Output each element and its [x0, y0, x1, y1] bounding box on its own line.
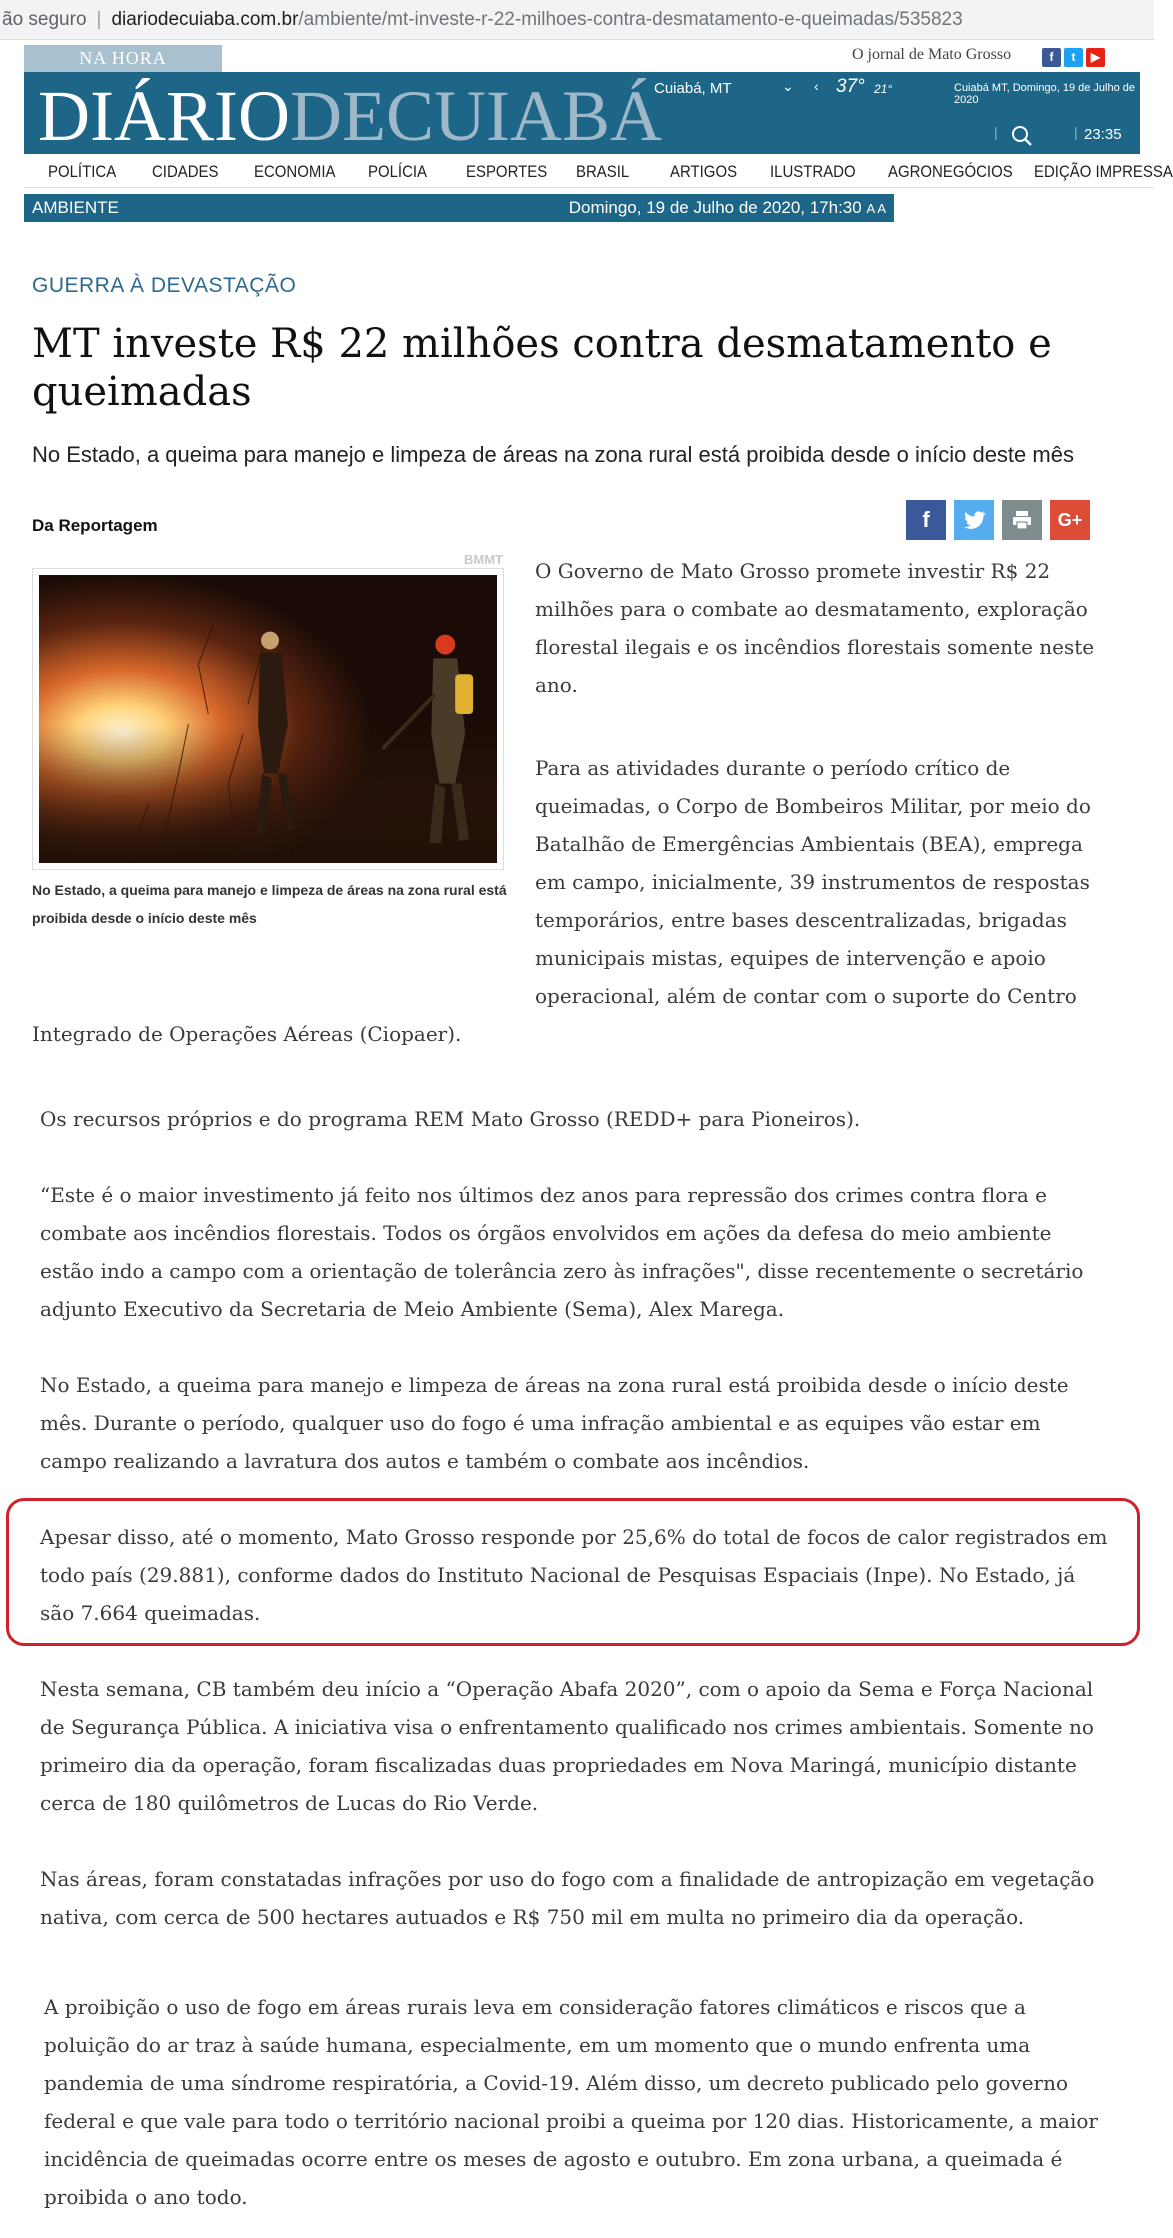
- nav-item-edicao-impressa[interactable]: EDIÇÃO IMPRESSA: [1034, 162, 1173, 181]
- photo-caption: No Estado, a queima para manejo e limpeza de áreas na zona rural está proibida desde o início deste mês: [32, 882, 507, 926]
- article-paragraph-line: adjunto Executivo da Secretaria de Meio Ambiente (Sema), Alex Marega.: [40, 1297, 785, 1321]
- article-paragraph-line: Os recursos próprios e do programa REM Mato Grosso (REDD+ para Pioneiros).: [40, 1107, 861, 1131]
- article-paragraph-line: poluição do ar traz à saúde humana, especialmente, em um momento que o mundo enfrenta uma: [44, 2033, 1031, 2057]
- article-paragraph-line: federal e que vale para todo o território nacional proibi a queima por 120 dias. Historicamente, a maior: [44, 2109, 1098, 2133]
- firefighters-photo: [39, 575, 497, 863]
- article-paragraph-line: A proibição o uso de fogo em áreas rurais leva em consideração fatores climáticos e riscos que a: [44, 1995, 1026, 2019]
- font-size-controls[interactable]: A A: [866, 201, 886, 216]
- nav-item-artigos[interactable]: ARTIGOS: [670, 162, 738, 181]
- header-date: Cuiabá MT, Domingo, 19 de Julho de 2020: [954, 82, 1135, 106]
- article-title: MT investe R$ 22 milhões contra desmatamento e queimadas: [32, 321, 1052, 415]
- article-paragraph-line: queimadas, o Corpo de Bombeiros Militar, por meio do: [535, 794, 1091, 818]
- google-plus-share-button[interactable]: G+: [1050, 500, 1090, 540]
- article-paragraph-line: em campo, inicialmente, 39 instrumentos de respostas: [535, 870, 1090, 894]
- facebook-icon[interactable]: f: [1042, 48, 1061, 67]
- article-paragraph-line: municipais mistas, equipes de intervenção e apoio: [535, 946, 1046, 970]
- youtube-icon[interactable]: ▶: [1086, 48, 1105, 67]
- address-bar[interactable]: [0, 0, 1154, 40]
- twitter-icon[interactable]: t: [1064, 48, 1083, 67]
- print-button[interactable]: [1002, 500, 1042, 540]
- nav-item-economia[interactable]: ECONOMIA: [254, 162, 336, 181]
- nav-item-brasil[interactable]: BRASIL: [576, 162, 630, 181]
- weather-temp: 37°: [836, 76, 865, 97]
- article-paragraph-line: de Segurança Pública. A iniciativa visa o enfrentamento qualificado nos crimes ambientais. Somente no: [40, 1715, 1094, 1739]
- weather-temp-min: 21°: [874, 82, 893, 96]
- article-paragraph-line: temporários, entre bases descentralizadas, brigadas: [535, 908, 1067, 932]
- search-icon[interactable]: [1010, 124, 1034, 148]
- weather-city: Cuiabá, MT: [654, 80, 732, 97]
- site-logo[interactable]: DIÁRIODECUIABÁ: [38, 76, 662, 156]
- article-paragraph-line: O Governo de Mato Grosso promete investir R$ 22: [535, 559, 1051, 583]
- twitter-bird-icon: [961, 507, 987, 533]
- section-date: Domingo, 19 de Julho de 2020, 17h:30 A A: [568, 198, 886, 217]
- nav-item-esportes[interactable]: ESPORTES: [466, 162, 548, 181]
- article-photo[interactable]: [32, 568, 504, 870]
- article-paragraph-line: operacional, além de contar com o suporte do Centro: [535, 984, 1077, 1008]
- article-paragraph-line: ano.: [535, 673, 578, 697]
- article-paragraph-line: No Estado, a queima para manejo e limpeza de áreas na zona rural está proibida desde o início deste: [40, 1373, 1069, 1397]
- article-paragraph-line: Batalhão de Emergências Ambientais (BEA), emprega: [535, 832, 1083, 856]
- security-indicator[interactable]: ão seguro: [2, 8, 87, 30]
- article-kicker: GUERRA À DEVASTAÇÃO: [32, 274, 297, 297]
- site-header: [24, 72, 1140, 154]
- article-paragraph-line: pandemia de uma síndrome respiratória, a Covid-19. Além disso, um decreto publicado pelo governo: [44, 2071, 1069, 2095]
- address-separator: |: [96, 8, 102, 30]
- url-domain: diariodecuiaba.com.br: [111, 8, 299, 30]
- section-bar: [24, 194, 894, 222]
- chevron-down-icon[interactable]: ⌄: [782, 78, 794, 94]
- printer-icon: [1010, 508, 1034, 532]
- nav-item-agronegocios[interactable]: AGRONEGÓCIOS: [888, 162, 1013, 181]
- article-subtitle: No Estado, a queima para manejo e limpeza de áreas na zona rural está proibida desde o início deste mês: [32, 442, 1074, 467]
- article-paragraph-line: florestal ilegais e os incêndios florestais somente neste: [535, 635, 1095, 659]
- article-paragraph-line: combate aos incêndios florestais. Todos os órgãos envolvidos em ações da defesa do meio ambiente: [40, 1221, 1052, 1245]
- article-paragraph-line: campo realizando a lavratura dos autos e também o combate aos incêndios.: [40, 1449, 810, 1473]
- site-tagline: O jornal de Mato Grosso: [852, 46, 1012, 63]
- header-divider: |: [1074, 124, 1078, 140]
- na-hora-tab[interactable]: NA HORA: [24, 45, 222, 72]
- article-paragraph-line: nativa, com cerca de 500 hectares autuados e R$ 750 mil em multa no primeiro dia da operação.: [40, 1905, 1025, 1929]
- article-paragraph-line: todo país (29.881), conforme dados do Instituto Nacional de Pesquisas Espaciais (Inpe). No Estado, já: [40, 1563, 1076, 1587]
- header-divider: |: [994, 124, 998, 140]
- article-paragraph-line: primeiro dia da operação, foram fiscalizadas duas propriedades em Nova Maringá, município distante: [40, 1753, 1077, 1777]
- article-paragraph-line: incidência de queimadas ocorre entre os meses de agosto e outubro. Em zona urbana, a queimada é: [44, 2147, 1063, 2171]
- article-paragraph-line: Apesar disso, até o momento, Mato Grosso responde por 25,6% do total de focos de calor registrados em: [40, 1525, 1108, 1549]
- article-paragraph-line: milhões para o combate ao desmatamento, exploração: [535, 597, 1088, 621]
- article-paragraph-line: mês. Durante o período, qualquer uso do fogo é uma infração ambiental e as equipes vão estar em: [40, 1411, 1041, 1435]
- article-paragraph-line: estão indo a campo com a orientação de tolerância zero às infrações", disse recentemente o secretário: [40, 1259, 1084, 1283]
- highlight-annotation-box: [6, 1498, 1140, 1646]
- article-paragraph-line: proibida o ano todo.: [44, 2185, 248, 2209]
- twitter-share-button[interactable]: [954, 500, 994, 540]
- article-paragraph-line: Integrado de Operações Aéreas (Ciopaer).: [32, 1022, 462, 1046]
- url-path: /ambiente/mt-investe-r-22-milhoes-contra-desmatamento-e-queimadas/535823: [298, 8, 963, 30]
- photo-credit: BMMT: [464, 552, 503, 567]
- article-paragraph-line: Para as atividades durante o período crítico de: [535, 756, 1011, 780]
- facebook-share-button[interactable]: f: [906, 500, 946, 540]
- nav-item-politica[interactable]: POLÍTICA: [48, 162, 117, 181]
- article-author: Da Reportagem: [32, 516, 158, 535]
- article-paragraph-line: são 7.664 queimadas.: [40, 1601, 261, 1625]
- article-paragraph-line: Nesta semana, CB também deu início a “Operação Abafa 2020”, com o apoio da Sema e Força Nacional: [40, 1677, 1094, 1701]
- chevron-left-icon[interactable]: ‹: [814, 78, 819, 94]
- nav-item-cidades[interactable]: CIDADES: [152, 162, 219, 181]
- nav-item-policia[interactable]: POLÍCIA: [368, 162, 428, 181]
- section-name[interactable]: AMBIENTE: [32, 198, 119, 217]
- article-paragraph-line: “Este é o maior investimento já feito nos últimos dez anos para repressão dos crimes contra flora e: [40, 1183, 1047, 1207]
- main-nav: [24, 158, 1173, 188]
- nav-item-ilustrado[interactable]: ILUSTRADO: [770, 162, 856, 181]
- article-paragraph-line: Nas áreas, foram constatadas infrações por uso do fogo com a finalidade de antropização em vegetação: [40, 1867, 1095, 1891]
- header-time: 23:35: [1084, 126, 1122, 143]
- article-paragraph-line: cerca de 180 quilômetros de Lucas do Rio Verde.: [40, 1791, 539, 1815]
